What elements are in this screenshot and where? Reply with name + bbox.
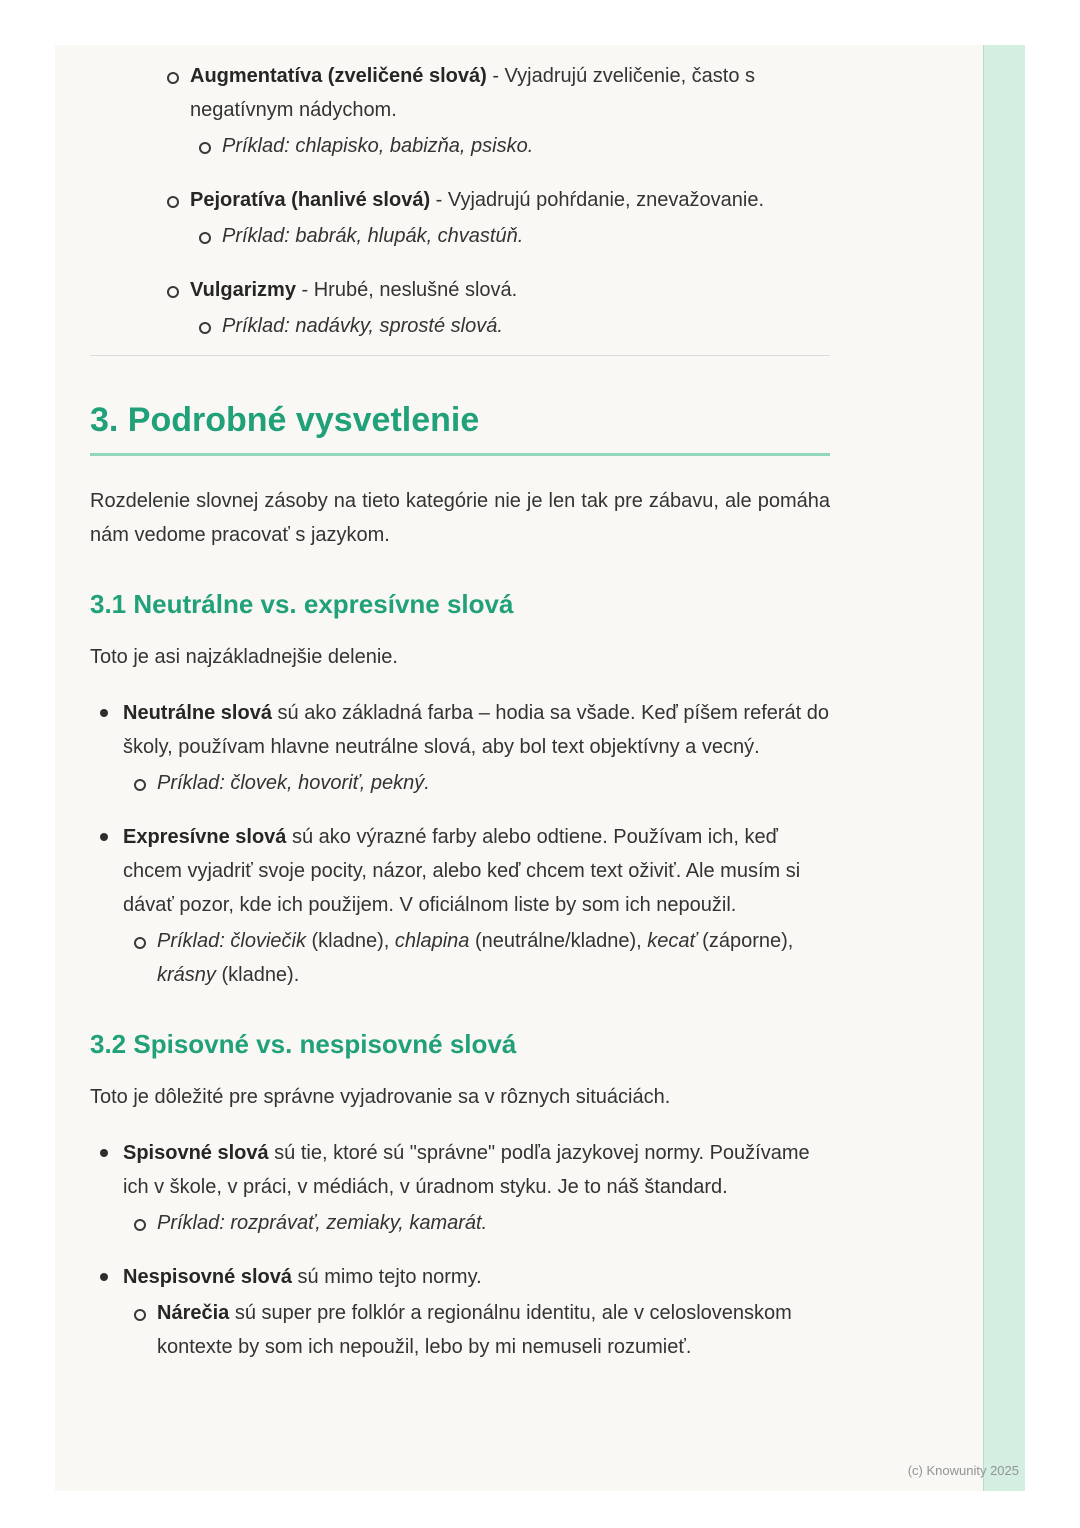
term-description: sú super pre folklór a regionálnu identitu, ale v celoslovenskom kontexte by som ich nepoužil, lebo by mi nemuseli rozumieť.	[157, 1302, 792, 1358]
list-item-pejorativa	[190, 183, 830, 253]
example-item	[222, 219, 830, 253]
word-types-list	[190, 59, 830, 343]
page-content	[55, 45, 830, 1364]
example-list	[157, 1206, 830, 1240]
term-bold: Neutrálne slová	[123, 702, 272, 724]
section-3-intro: Rozdelenie slovnej zásoby na tieto kategórie nie je len tak pre zábavu, ale pomáha nám vedome pracovať s jazykom.	[90, 490, 830, 546]
list-item-spisovne-slova	[123, 1136, 830, 1240]
example-list	[157, 924, 830, 992]
list-item-expresivne-slova	[123, 820, 830, 992]
neutral-vs-expressive-list	[123, 696, 830, 992]
example-label: Príklad	[157, 1212, 220, 1234]
example-segment: človiečik	[230, 930, 306, 952]
example-text: : babrák, hlupák, chvastúň.	[284, 225, 524, 247]
term-description: sú tie, ktoré sú "správne" podľa jazykovej normy. Používame ich v škole, v práci, v médiách, v úradnom styku. Je to náš štandard.	[123, 1142, 810, 1198]
list-item-vulgarizmy	[190, 273, 830, 343]
list-item-narecia	[157, 1296, 830, 1364]
sub-list	[157, 1296, 830, 1364]
example-item	[222, 309, 830, 343]
example-list	[157, 766, 830, 800]
example-text: : rozprávať, zemiaky, kamarát.	[219, 1212, 488, 1234]
term-description: sú ako výrazné farby alebo odtiene. Používam ich, keď chcem vyjadriť svoje pocity, názor, alebo keď chcem text oživiť. Ale musím si dávať pozor, kde ich použijem. V oficiálnom liste by som ich nepoužil.	[123, 826, 801, 916]
example-item	[222, 129, 830, 163]
term-description: - Vyjadrujú zveličenie, často s negatívnym nádychom.	[190, 65, 756, 121]
term-bold: Expresívne slová	[123, 826, 287, 848]
example-item	[157, 924, 830, 992]
example-segment: (kladne).	[215, 964, 300, 986]
list-item-nespisovne-slova	[123, 1260, 830, 1364]
example-label: Príklad	[157, 772, 220, 794]
standard-vs-nonstandard-list	[123, 1136, 830, 1364]
page-accent-stripe	[983, 45, 1025, 1491]
example-list	[222, 219, 830, 253]
heading-underline	[90, 453, 830, 456]
document-page	[55, 45, 1025, 1491]
term-description: - Vyjadrujú pohŕdanie, znevažovanie.	[430, 189, 765, 211]
example-item	[157, 766, 830, 800]
example-text: : nadávky, sprosté slová.	[284, 315, 503, 337]
example-segment: (neutrálne/kladne),	[469, 930, 648, 952]
term-description: sú mimo tejto normy.	[291, 1266, 482, 1288]
example-segment: chlapina	[394, 930, 470, 952]
section-3-2-intro: Toto je dôležité pre správne vyjadrovanie sa v rôznych situáciách.	[90, 1086, 671, 1108]
section-3-1-intro: Toto je asi najzákladnejšie delenie.	[90, 646, 398, 668]
list-item-neutralne-slova	[123, 696, 830, 800]
term-bold: Nárečia	[157, 1302, 230, 1324]
term-bold: Augmentatíva (zveličené slová)	[190, 65, 487, 87]
term-bold: Pejoratíva (hanlivé slová)	[190, 189, 431, 211]
section-3-heading: 3. Podrobné vysvetlenie	[90, 401, 480, 439]
term-bold: Nespisovné slová	[123, 1266, 292, 1288]
example-text: : chlapisko, babizňa, psisko.	[284, 135, 534, 157]
term-description: - Hrubé, neslušné slová.	[295, 279, 518, 301]
example-label: Príklad	[222, 315, 285, 337]
example-label: Príklad	[222, 135, 285, 157]
example-label: Príklad	[157, 930, 220, 952]
example-segment: :	[219, 930, 231, 952]
example-list	[222, 309, 830, 343]
example-segment: (kladne),	[305, 930, 395, 952]
example-segment: kecať	[647, 930, 697, 952]
term-bold: Spisovné slová	[123, 1142, 269, 1164]
section-3-2-heading: 3.2 Spisovné vs. nespisovné slová	[90, 1029, 517, 1059]
list-item-augmentativa	[190, 59, 830, 163]
example-segment: (záporne),	[696, 930, 794, 952]
term-bold: Vulgarizmy	[190, 279, 296, 301]
example-label: Príklad	[222, 225, 285, 247]
copyright-notice: (c) Knowunity 2025	[907, 1463, 1019, 1478]
example-list	[222, 129, 830, 163]
section-divider	[90, 355, 830, 356]
term-description: sú ako základná farba – hodia sa všade. Keď píšem referát do školy, používam hlavne neutrálne slová, aby bol text objektívny a vecný.	[123, 702, 830, 758]
example-item	[157, 1206, 830, 1240]
example-text: : človek, hovoriť, pekný.	[219, 772, 430, 794]
example-segment: krásny	[157, 964, 216, 986]
section-3-1-heading: 3.1 Neutrálne vs. expresívne slová	[90, 589, 514, 619]
